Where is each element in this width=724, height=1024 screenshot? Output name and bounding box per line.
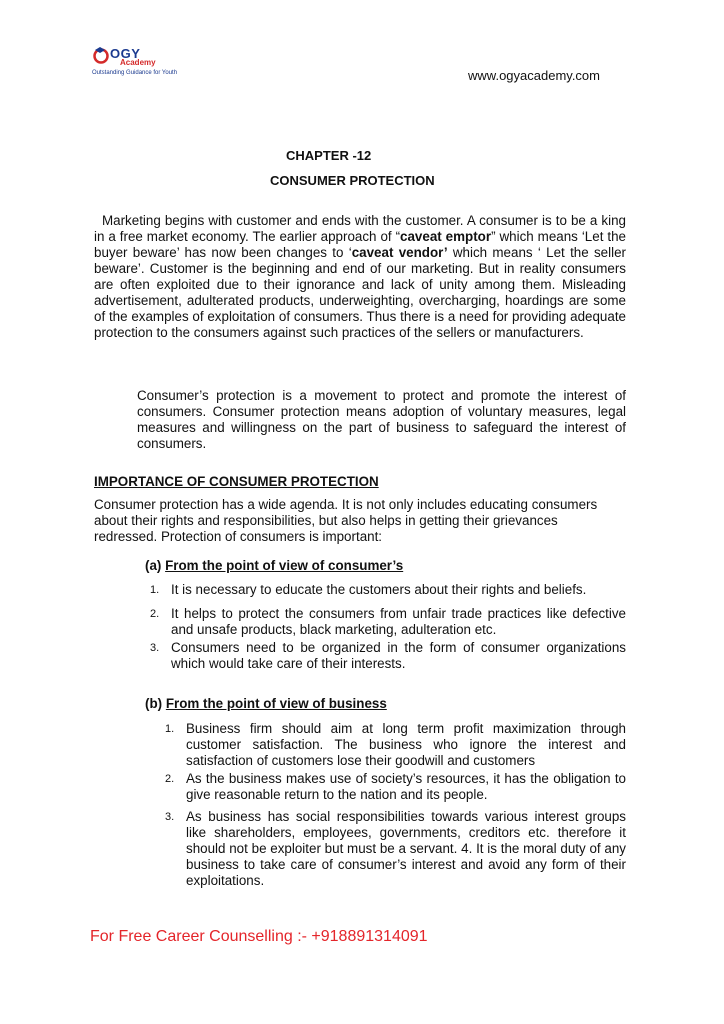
list-item [165, 721, 626, 769]
item-number: 3. [150, 642, 160, 654]
intro-text-3: which means ‘ Let the seller beware’. Customer is the beginning and end of our marketing. But in reality consumers are often exploited due to their ignorance and lack of unity among them. Misleading advertisement, adulterated products, underweighting, overcharging, hoardings are some of the examples of exploitation of consumers. Thus there is a need for providing adequate protection to the consumers against such practices of the sellers or manufacturers. [94, 245, 626, 340]
list-item [150, 606, 626, 638]
logo-brand: OGY [110, 46, 141, 61]
website-url: www.ogyacademy.com [468, 68, 600, 83]
consumer-points-list [150, 582, 626, 672]
item-text: Business firm should aim at long term profit maximization through customer satisfaction. The business who ignore the interest and satisfaction of customers lose their goodwill and customers [186, 721, 626, 768]
logo-mark-icon [92, 46, 110, 64]
chapter-title: CONSUMER PROTECTION [270, 173, 435, 188]
definition-paragraph: Consumer’s protection is a movement to protect and promote the interest of consumers. Consumer protection means adoption of voluntary measures, legal measures and willingness on the part of business to safeguard the interest of consumers. [137, 388, 626, 451]
intro-text-2: ” which means ‘Let the buyer beware’ has now been changes to ‘ [94, 229, 626, 260]
item-text: It is necessary to educate the customers about their rights and beliefs. [171, 582, 587, 597]
list-item [165, 809, 626, 889]
item-text: It helps to protect the consumers from unfair trade practices like defective and unsafe products, black marketing, adulteration etc. [171, 606, 626, 637]
item-number: 3. [165, 811, 175, 823]
item-text: As the business makes use of society’s resources, it has the obligation to give reasonable return to the nation and its people. [186, 771, 626, 802]
list-item [165, 771, 626, 803]
item-text: Consumers need to be organized in the form of consumer organizations which would take care of their interests. [171, 640, 626, 671]
caveat-vendor: caveat vendor’ [351, 245, 448, 260]
section-b-heading [145, 696, 387, 711]
section-a-prefix: (a) [145, 558, 162, 573]
business-points-list [165, 721, 626, 889]
list-item [150, 640, 626, 672]
item-number: 1. [150, 584, 160, 596]
section-b-prefix: (b) [145, 696, 163, 711]
logo-sub: Academy [120, 58, 156, 67]
section-a-title: From the point of view of consumer’s [165, 558, 404, 573]
intro-paragraph [94, 213, 626, 341]
importance-paragraph: Consumer protection has a wide agenda. It is not only includes educating consumers about their rights and responsibilities, but also helps in getting their grievances redressed. Protection of consumers is important: [94, 497, 598, 544]
logo [88, 46, 188, 82]
item-number: 1. [165, 723, 175, 735]
importance-heading: IMPORTANCE OF CONSUMER PROTECTION [94, 474, 379, 489]
chapter-number: CHAPTER -12 [286, 148, 372, 163]
career-counselling-footer: For Free Career Counselling :- +918891314091 [90, 928, 428, 945]
item-number: 2. [150, 608, 160, 620]
item-number: 2. [165, 773, 175, 785]
logo-tagline: Outstanding Guidance for Youth [92, 70, 178, 76]
caveat-emptor: caveat emptor [400, 229, 492, 244]
list-item [150, 582, 626, 598]
intro-text-1: Marketing begins with customer and ends with the customer. A consumer is to be a king in a free market economy. The earlier approach of “ [94, 213, 626, 244]
item-text: As business has social responsibilities towards various interest groups like shareholders, employees, governments, creditors etc. therefore it should not be exploiter but must be a servant. 4. It is the moral duty of any business to take care of consumer’s interest and avoid any form of their exploitations. [186, 809, 626, 888]
section-a-heading [145, 558, 403, 573]
section-b-title: From the point of view of business [165, 696, 387, 711]
